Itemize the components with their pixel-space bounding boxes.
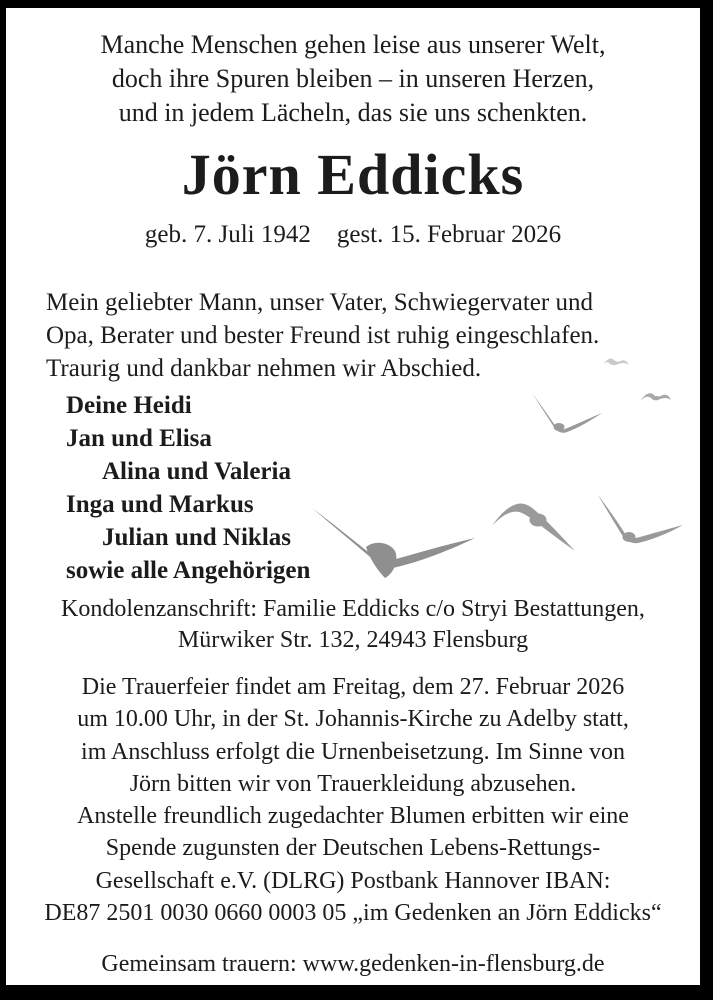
mourner-name: Alina und Valeria [102,458,291,485]
memorial-website-line: Gemeinsam trauern: www.gedenken-in-flensburg.de [101,951,605,977]
funeral-line: Gesellschaft e.V. (DLRG) Postbank Hannover IBAN: [95,867,611,894]
funeral-details [6,671,700,929]
funeral-line: um 10.00 Uhr, in der St. Johannis-Kirche zu Adelby statt, [77,706,629,733]
obituary-text-line: Opa, Berater und bester Freund ist ruhig eingeschlafen. [46,322,600,349]
funeral-line: Die Trauerfeier findet am Freitag, dem 27. Februar 2026 [81,674,625,700]
gull-icon [492,504,575,551]
gull-icon [640,393,671,401]
funeral-line: DE87 2501 0030 0660 0003 05 „im Gedenken an Jörn Eddicks“ [44,900,662,927]
condolence-line: Mürwiker Str. 132, 24943 Flensburg [177,627,529,653]
death-date: gest. 15. Februar 2026 [336,221,562,248]
mourner-name: sowie alle Angehörigen [66,557,311,584]
funeral-line: im Anschluss erfolgt die Urnenbeisetzung. Im Sinne von [81,738,625,765]
gull-icon [532,393,602,433]
funeral-line: Anstelle freundlich zugedachter Blumen erbitten wir eine [77,803,629,830]
funeral-line: Spende zugunsten der Deutschen Lebens-Rettungs- [105,835,601,862]
mourner-list [66,389,310,587]
funeral-line: Jörn bitten wir von Trauerkleidung abzusehen. [129,770,577,797]
mourner-name: Jan und Elisa [66,425,212,452]
mourner-name: Inga und Markus [66,491,254,518]
gull-icon [598,495,683,543]
obituary-text-line: Traurig und dankbar nehmen wir Abschied. [46,355,482,382]
gull-icon [312,508,475,578]
obituary-sheet [6,8,700,985]
deceased-name: Jörn Eddicks [181,142,525,207]
gull-icon [603,359,629,365]
condolence-address [6,594,700,656]
obituary-text-line: Mein geliebter Mann, unser Vater, Schwiegervater und [46,289,593,316]
condolence-line: Kondolenzanschrift: Familie Eddicks c/o Stryi Bestattungen, [61,596,645,622]
poem [6,28,700,130]
obituary-text [46,286,599,385]
mourner-name: Julian und Niklas [102,524,291,551]
poem-line: doch ihre Spuren bleiben – in unseren Herzen, [111,64,595,93]
mourner-name: Deine Heidi [66,392,192,419]
birth-date: geb. 7. Juli 1942 [144,221,311,248]
poem-line: und in jedem Lächeln, das sie uns schenkten. [118,98,588,127]
life-dates [6,220,700,250]
poem-line: Manche Menschen gehen leise aus unserer Welt, [100,30,606,59]
